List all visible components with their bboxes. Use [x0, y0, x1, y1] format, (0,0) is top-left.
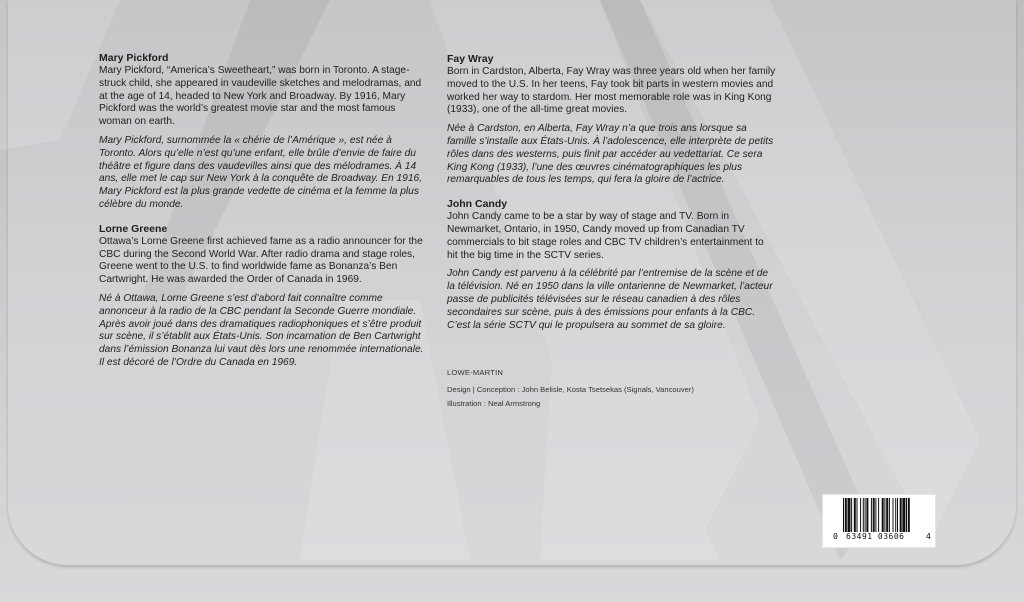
barcode-bar	[860, 498, 861, 532]
bio-lorne-greene	[99, 223, 429, 370]
barcode-bar	[845, 498, 847, 532]
bio-name: Fay Wray	[447, 53, 494, 65]
bio-name: Mary Pickford	[99, 52, 169, 64]
barcode-bar	[871, 498, 872, 532]
barcode-last-digit: 4	[926, 532, 931, 541]
barcode-bar	[878, 498, 879, 532]
barcode-bar	[873, 498, 875, 532]
bio-name: Lorne Greene	[99, 222, 168, 235]
barcode-bar	[902, 498, 905, 532]
barcode-bar	[889, 498, 890, 532]
bio-text-fr: Mary Pickford, surnommée la « chérie de l’Amérique », est née à Toronto. Alors qu’elle n’est qu’une enfant, elle brûle d’envie de faire du théâtre et figure dans des vaudevilles ainsi que des mélodrames. À 14 ans, elle met le cap sur New York à la conquête de Broadway. En 1916, Mary Pickford est la plus grande vedette de cinéma et la femme la plus célèbre du monde.	[99, 134, 422, 210]
barcode-bar	[906, 498, 907, 532]
bio-text-en: Mary Pickford, “America’s Sweetheart,” was born in Toronto. A stage-struck child, she appeared in vaudeville sketches and melodramas, and at the age of 14, headed to New York and Broadway. By 1916, Mary Pickford was the world’s greatest movie star and the most famous woman on earth.	[99, 65, 422, 128]
bio-text-en: John Candy came to be a star by way of stage and TV. Born in Newmarket, Ontario, in 1950, Candy moved up from Canadian TV commercials to bit stage roles and CBC TV children’s entertainment to hit the big time in the SCTV series.	[447, 211, 764, 261]
bio-text-en: Ottawa’s Lorne Greene first achieved fame as a radio announcer for the CBC during the Second World War. After radio drama and stage roles, Greene went to the U.S. to find worldwide fame as Bonanza’s Ben Cartwright. He was awarded the Order of Canada in 1969.	[99, 235, 423, 286]
barcode-bar	[908, 498, 910, 532]
barcode-bar	[865, 498, 866, 532]
barcode-bar	[863, 498, 864, 532]
barcode-bar	[843, 498, 844, 532]
barcode-bars	[843, 498, 925, 532]
barcode-bar	[886, 498, 888, 532]
illustration-credit: Illustration : Neal Armstrong	[447, 399, 541, 408]
barcode-digits: 63491 03606	[846, 532, 905, 541]
barcode-bar	[884, 498, 885, 532]
barcode-bar	[882, 498, 884, 532]
credits	[447, 366, 694, 412]
bio-text-fr: Née à Cardston, en Alberta, Fay Wray n’a que trois ans lorsque sa famille s’installe aux États-Unis. À l’adolescence, elle interprète de petits rôles dans des westerns, puis finit par accéder au vedettariat. Ce sera King Kong (1933), l’une des œuvres cinématographiques les plus remarquables de tous les temps, qui fera la gloire de l’actrice.	[447, 123, 774, 186]
barcode-bar	[900, 498, 902, 532]
barcode-bar	[854, 498, 856, 532]
barcode-bar	[866, 498, 868, 532]
barcode-first-digit: 0	[833, 532, 838, 541]
bio-john-candy	[447, 198, 777, 332]
barcode-bar	[893, 498, 894, 532]
design-credit: Design | Conception : John Belisle, Kosta Tsetsekas (Signals, Vancouver)	[447, 384, 694, 394]
bio-text-fr: John Candy est parvenu à la célébrité par l’entremise de la scène et de la télévision. Né en 1950 dans la ville ontarienne de Newmarket, l’acteur passe de publicités télévisées sur le réseau canadien à des rôles secondaires sur scène, puis à des émissions pour enfants à la CBC. C’est la série SCTV qui le propulsera au sommet de sa gloire.	[447, 268, 773, 331]
barcode-bar	[851, 498, 852, 532]
bio-name: John Candy	[447, 198, 508, 211]
barcode-bar	[897, 498, 898, 532]
right-column	[447, 53, 777, 343]
bio-fay-wray	[447, 53, 777, 187]
barcode-bar	[857, 498, 858, 532]
barcode	[822, 494, 936, 548]
bio-mary-pickford	[99, 52, 429, 212]
printer-brand: LOWE-MARTIN	[447, 368, 504, 377]
barcode-bar	[895, 498, 896, 532]
barcode-bar	[848, 498, 851, 532]
bio-text-en: Born in Cardston, Alberta, Fay Wray was three years old when her family moved to the U.S. In her teens, Fay took bit parts in western movies and worked her way to stardom. Her most memorable role was in King Kong (1933), one of the all-time great movies.	[447, 66, 776, 116]
bio-text-fr: Né à Ottawa, Lorne Greene s’est d’abord fait connaître comme annonceur à la radio de la CBC pendant la Seconde Guerre mondiale. Après avoir joué dans des dramatiques radiophoniques et s’être produit sur scène, il s’établit aux États-Unis. Son incarnation de Ben Cartwright dans l’émission Bonanza lui vaut dès lors une renommée internationale. Il est décoré de l’Ordre du Canada en 1969.	[99, 292, 424, 368]
barcode-bar	[875, 498, 876, 532]
left-column	[99, 52, 429, 381]
